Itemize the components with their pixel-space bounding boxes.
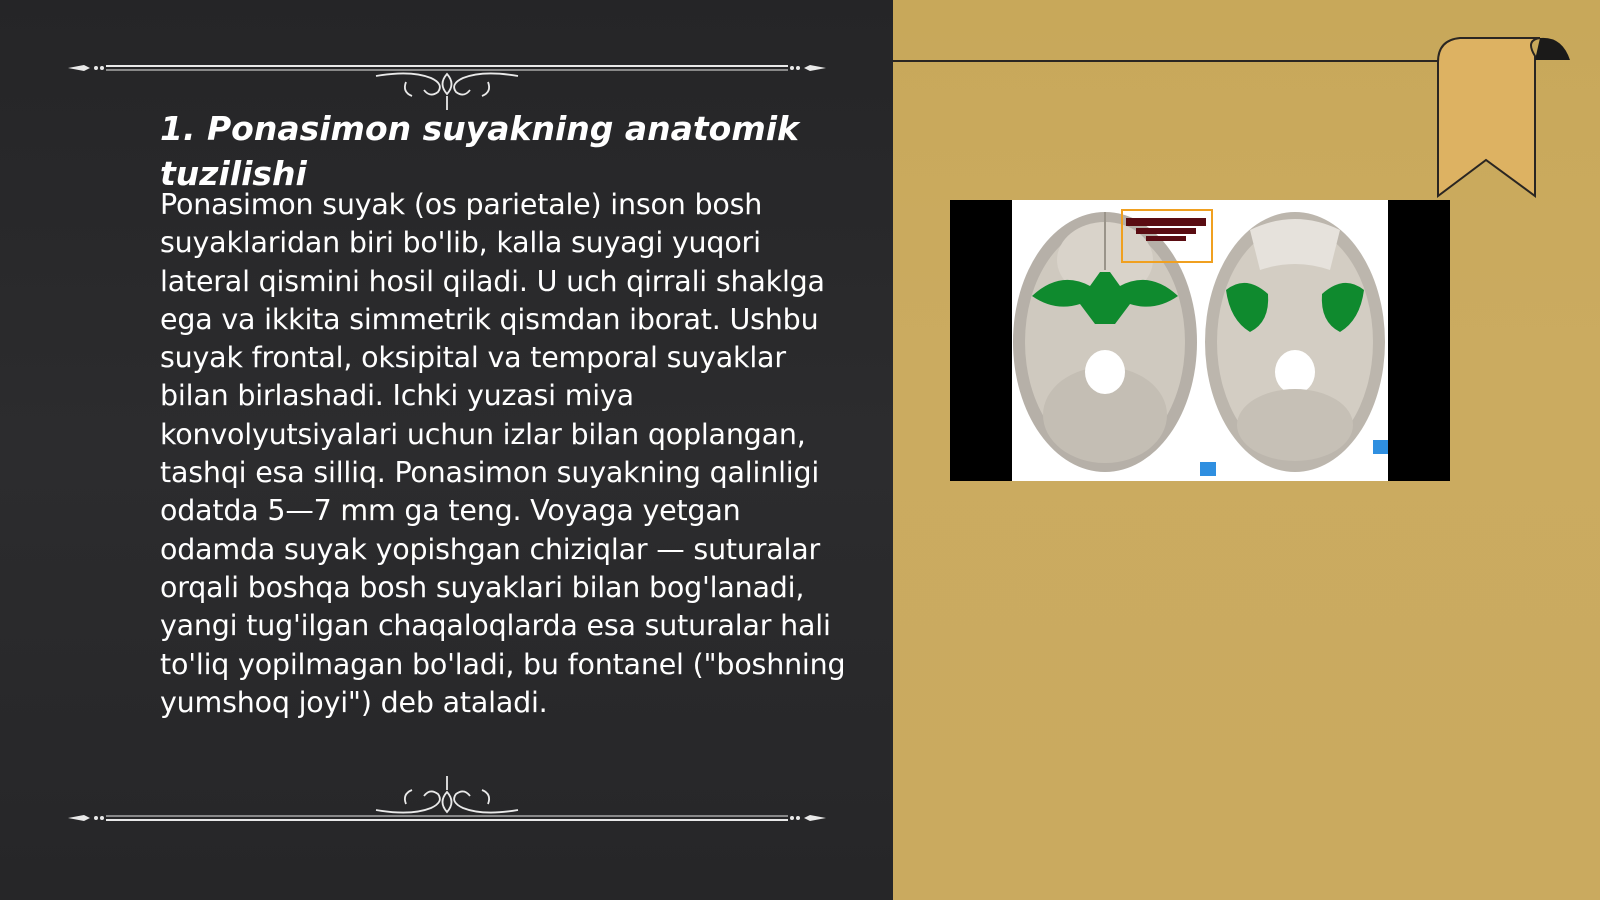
- slide-title: 1. Ponasimon suyakning anatomik tuzilishi: [160, 109, 799, 193]
- decorative-line: [893, 60, 1439, 62]
- skull-illustration: [950, 200, 1450, 481]
- slide-body-text: Ponasimon suyak (os parietale) inson bosh suyaklaridan biri bo'lib, kalla suyagi yuqori lateral qismini hosil qiladi. U uch qirrali shaklga ega va ikkita simmetrik qismdan iborat. Ushbu suyak frontal, oksipital va temporal suyaklar bilan birlashadi. Ichki yuzasi miya konvolyutsiyalari uchun izlar bilan qoplangan, tashqi esa silliq. Ponasimon suyakning qalinligi odatda 5—7 mm ga teng. Voyaga yetgan odamda suyak yopishgan chiziqlar — suturalar orqali boshqa bosh suyaklari bilan bog'lanadi, yangi tug'ilgan chaqaloqlarda esa suturalar hali to'liq yopilmagan bo'ladi, bu fontanel ("boshning yumshoq joyi") deb ataladi.: [160, 188, 846, 719]
- bottom-ornament-divider: [66, 772, 828, 832]
- bookmark-ribbon-icon: [1430, 36, 1600, 206]
- skull-base-image: [950, 200, 1450, 481]
- top-ornament-divider: [66, 52, 828, 112]
